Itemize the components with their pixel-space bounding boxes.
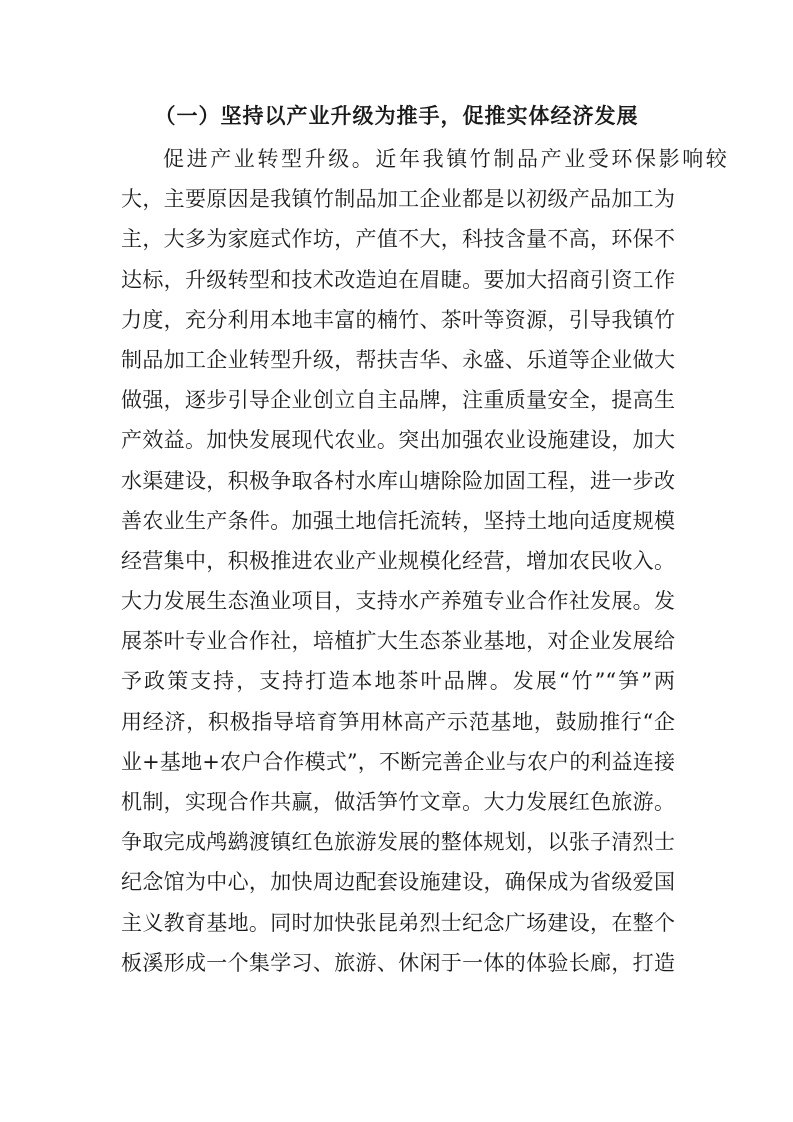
paragraph-line: 达标，升级转型和技术改造迫在眉睫。要加大招商引资工作 bbox=[121, 267, 675, 292]
paragraph-line: 予政策支持，支持打造本地茶叶品牌。发展“竹”“笋”两 bbox=[121, 669, 675, 694]
paragraph-line: 产效益。加快发展现代农业。突出加强农业设施建设，加大 bbox=[121, 428, 675, 453]
paragraph-line: 善农业生产条件。加强土地信托流转，坚持土地向适度规模 bbox=[121, 508, 675, 533]
paragraph-line: 制品加工企业转型升级，帮扶吉华、永盛、乐道等企业做大 bbox=[121, 347, 675, 372]
paragraph-line: 做强，逐步引导企业创立自主品牌，注重质量安全，提高生 bbox=[121, 388, 675, 413]
paragraph-line: 纪念馆为中心，加快周边配套设施建设，确保成为省级爱国 bbox=[121, 870, 675, 895]
paragraph-line: 板溪形成一个集学习、旅游、休闲于一体的体验长廊，打造 bbox=[121, 950, 675, 975]
paragraph-line: 促进产业转型升级。近年我镇竹制品产业受环保影响较 bbox=[163, 147, 730, 171]
paragraph-line: 力度，充分利用本地丰富的楠竹、茶叶等资源，引导我镇竹 bbox=[121, 307, 675, 332]
paragraph-line: 主，大多为家庭式作坊，产值不大，科技含量不高，环保不 bbox=[121, 227, 675, 252]
section-heading: （一）坚持以产业升级为推手，促推实体经济发展 bbox=[154, 104, 639, 128]
paragraph-line: 用经济，积极指导培育笋用林高产示范基地，鼓励推行“企 bbox=[121, 709, 675, 734]
paragraph-line: 主义教育基地。同时加快张昆弟烈士纪念广场建设，在整个 bbox=[121, 910, 675, 935]
paragraph-line: 水渠建设，积极争取各村水库山塘除险加固工程，进一步改 bbox=[121, 468, 675, 493]
paragraph-line: 经营集中，积极推进农业产业规模化经营，增加农民收入。 bbox=[121, 548, 675, 573]
body-paragraph bbox=[121, 139, 730, 983]
paragraph-line: 业+基地+农户合作模式”，不断完善企业与农户的利益连接 bbox=[121, 749, 675, 774]
paragraph-line: 大力发展生态渔业项目，支持水产养殖专业合作社发展。发 bbox=[121, 589, 675, 614]
paragraph-line: 展茶叶专业合作社，培植扩大生态茶业基地，对企业发展给 bbox=[121, 629, 675, 654]
paragraph-line: 大，主要原因是我镇竹制品加工企业都是以初级产品加工为 bbox=[121, 187, 675, 212]
paragraph-line: 机制，实现合作共赢，做活笋竹文章。大力发展红色旅游。 bbox=[121, 790, 675, 814]
paragraph-line: 争取完成鸬鹚渡镇红色旅游发展的整体规划，以张子清烈士 bbox=[121, 830, 675, 855]
